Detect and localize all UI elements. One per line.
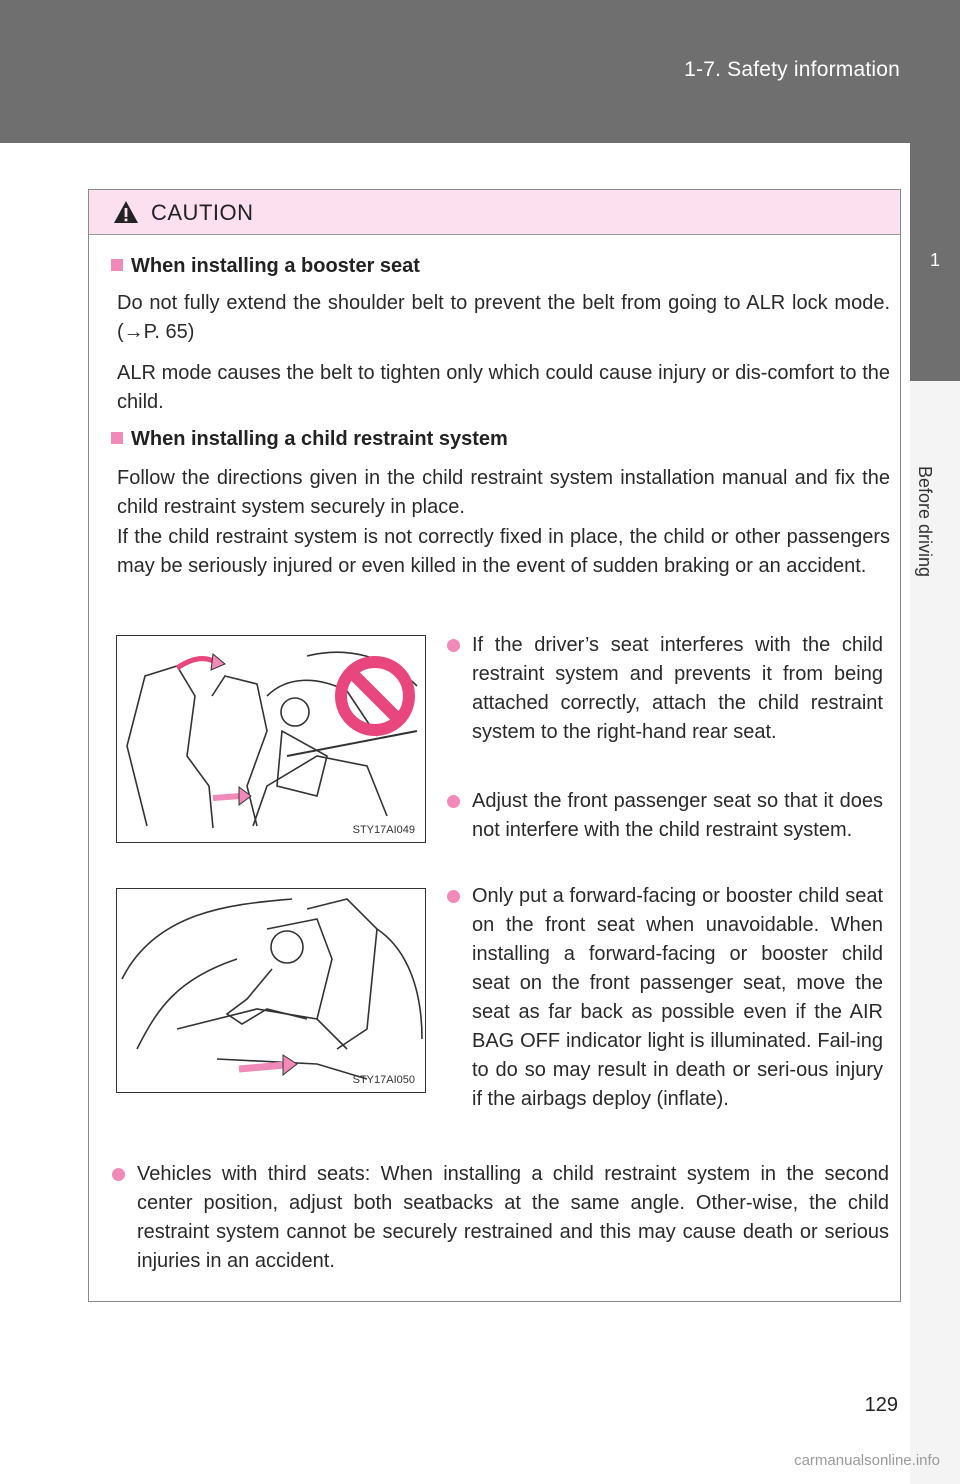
illustration — [117, 636, 426, 843]
paragraph: Do not fully extend the shoulder belt to prevent the belt from going to ALR lock mode. (→P. 65) — [117, 292, 890, 343]
chapter-label: Before driving — [915, 466, 935, 578]
list-item: Vehicles with third seats: When installing a child restraint system in the second center position, adjust both seatbacks at the same angle. Other-wise, the child restraint system cannot be securely restrained and this may cause death or serious injuries in an accident. — [112, 1160, 889, 1276]
chapter-number: 1 — [929, 250, 940, 270]
section-heading-booster: When installing a booster seat — [111, 255, 420, 278]
caution-header — [89, 190, 900, 235]
watermark: carmanualsonline.info — [794, 1452, 940, 1469]
bullet-icon — [112, 1168, 125, 1181]
page-number: 129 — [864, 1394, 898, 1416]
caution-title: CAUTION — [151, 200, 254, 225]
bullet-icon — [447, 795, 460, 808]
paragraph: Follow the directions given in the child restraint system installation manual and fix the child restraint system securely in place. — [117, 467, 890, 518]
list-item: Only put a forward-facing or booster child seat on the front seat when unavoidable. When installing a forward-facing or booster child seat on the front passenger seat, move the seat as far back as possible even if the AIR BAG OFF indicator light is illuminated. Fail-ing to do so may result in death or seri-ous injury if the airbags deploy (inflate). — [447, 882, 883, 1114]
figure-code: STY17AI049 — [352, 824, 415, 836]
figure-code: STY17AI050 — [352, 1074, 415, 1086]
bullet-icon — [447, 890, 460, 903]
warning-icon — [113, 200, 139, 224]
list-item: If the driver’s seat interferes with the child restraint system and prevents it from being attached correctly, attach the child restraint system to the right-hand rear seat. — [447, 631, 883, 747]
figure-forward-facing-seat — [116, 888, 426, 1093]
paragraph: ALR mode causes the belt to tighten only which could cause injury or dis-comfort to the child. — [117, 362, 890, 413]
illustration — [117, 889, 426, 1093]
section-title: 1-7. Safety information — [684, 58, 900, 81]
heading-square-icon — [111, 259, 123, 271]
section-heading-child-restraint: When installing a child restraint system — [111, 428, 508, 451]
figure-driver-seat-interference — [116, 635, 426, 843]
list-item: Adjust the front passenger seat so that it does not interfere with the child restraint system. — [447, 787, 883, 845]
heading-square-icon — [111, 432, 123, 444]
paragraph: If the child restraint system is not correctly fixed in place, the child or other passengers may be seriously injured or even killed in the event of sudden braking or an accident. — [117, 526, 890, 577]
bullet-icon — [447, 639, 460, 652]
